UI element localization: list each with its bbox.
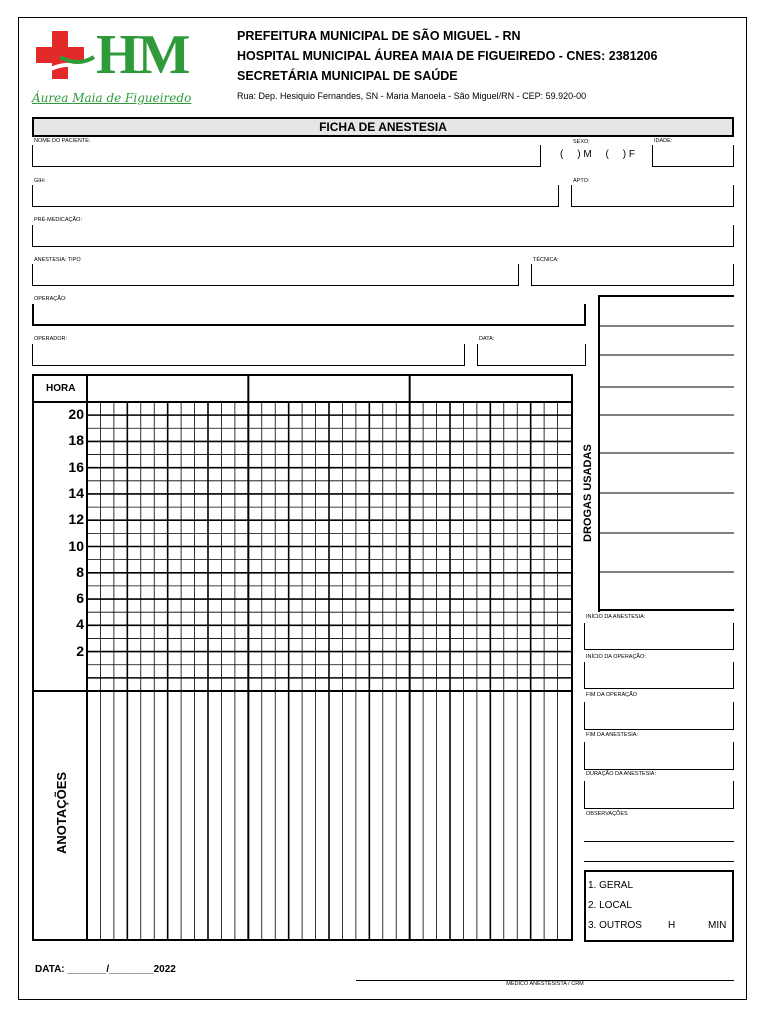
hours-unit: H bbox=[668, 920, 676, 931]
y-tick-label: 2 bbox=[76, 642, 84, 659]
y-tick-label: 18 bbox=[68, 432, 84, 449]
y-tick-label: 12 bbox=[68, 511, 84, 528]
observations-line-1[interactable] bbox=[584, 841, 734, 842]
header-line-2: HOSPITAL MUNICIPAL ÁUREA MAIA DE FIGUEIREDO - CNES: 2381206 bbox=[237, 49, 658, 63]
y-tick-label: 4 bbox=[76, 616, 84, 633]
logo-caption: Áurea Maia de Figueiredo bbox=[32, 91, 192, 105]
y-tick-label: 14 bbox=[68, 484, 84, 501]
technique-label: TÉCNICA: bbox=[533, 257, 559, 263]
header-address: Rua: Dep. Hesiquio Fernandes, SN - Maria Manoela - São Miguel/RN - CEP: 59.920-00 bbox=[237, 91, 587, 101]
start-anesthesia-field[interactable] bbox=[584, 623, 734, 650]
type-local[interactable]: 2. LOCAL bbox=[588, 900, 632, 911]
drugs-box bbox=[598, 295, 734, 612]
hora-label: HORA bbox=[46, 383, 76, 394]
operation-label: OPERAÇÃO: bbox=[34, 296, 67, 302]
operator-field[interactable] bbox=[32, 344, 465, 366]
header-line-1: PREFEITURA MUNICIPAL DE SÃO MIGUEL - RN bbox=[237, 29, 521, 43]
age-field[interactable] bbox=[652, 145, 734, 167]
start-operation-label: INÍCIO DA OPERAÇÃO: bbox=[586, 654, 646, 660]
gih-label: GIH: bbox=[34, 178, 46, 184]
hospital-logo bbox=[30, 24, 192, 109]
anesthesia-type-label: ANESTESIA: TIPO bbox=[34, 257, 81, 263]
type-geral[interactable]: 1. GERAL bbox=[588, 880, 634, 891]
age-label: IDADE: bbox=[654, 138, 673, 144]
premed-field[interactable] bbox=[32, 225, 734, 247]
y-tick-label: 8 bbox=[76, 563, 84, 580]
y-tick-label: 6 bbox=[76, 590, 84, 607]
start-operation-field[interactable] bbox=[584, 662, 734, 689]
end-anesthesia-label: FIM DA ANESTESIA: bbox=[586, 732, 638, 738]
patient-field[interactable] bbox=[32, 145, 541, 167]
operator-label: OPERADOR: bbox=[34, 336, 68, 342]
observations-line-2[interactable] bbox=[584, 861, 734, 862]
minutes-unit: MIN bbox=[708, 920, 727, 931]
signature-label: MÉDICO ANESTESISTA / CRM bbox=[506, 981, 584, 987]
duration-label: DURAÇÃO DA ANESTESIA: bbox=[586, 771, 656, 777]
end-operation-label: FIM DA OPERAÇÃO bbox=[586, 692, 638, 698]
anesthesia-chart bbox=[32, 374, 573, 941]
apto-label: APTO: bbox=[573, 178, 590, 184]
operation-field[interactable] bbox=[32, 304, 586, 326]
duration-field[interactable] bbox=[584, 781, 734, 809]
chart-grid-lines bbox=[34, 376, 571, 939]
footer-date[interactable]: DATA: _______/________2022 bbox=[35, 964, 176, 975]
premed-label: PRÉ-MEDICAÇÃO: bbox=[34, 217, 82, 223]
observations-label: OBSERVAÇÕES bbox=[586, 811, 628, 817]
type-outros[interactable]: 3. OUTROS bbox=[588, 920, 642, 931]
drugs-lines bbox=[600, 297, 734, 612]
y-tick-label: 20 bbox=[68, 406, 84, 423]
patient-label: NOME DO PACIENTE: bbox=[34, 138, 91, 144]
form-title: FICHA DE ANESTESIA bbox=[32, 117, 734, 137]
logo-letters: HM bbox=[96, 24, 189, 86]
gih-field[interactable] bbox=[32, 185, 559, 207]
anesthesia-type-field[interactable] bbox=[32, 264, 519, 286]
end-operation-field[interactable] bbox=[584, 702, 734, 730]
sex-options[interactable]: ( ) M ( ) F bbox=[560, 149, 635, 160]
header-line-3: SECRETÁRIA MUNICIPAL DE SAÚDE bbox=[237, 69, 458, 83]
y-tick-label: 10 bbox=[68, 537, 84, 554]
technique-field[interactable] bbox=[531, 264, 734, 286]
date-label: DATA: bbox=[479, 336, 495, 342]
apto-field[interactable] bbox=[571, 185, 734, 207]
sex-label: SEXO: bbox=[573, 139, 590, 145]
y-tick-label: 16 bbox=[68, 458, 84, 475]
anesthesia-types-box bbox=[584, 870, 734, 942]
drugs-label: DROGAS USADAS bbox=[582, 444, 594, 542]
annotations-label: ANOTAÇÕES bbox=[54, 771, 69, 854]
end-anesthesia-field[interactable] bbox=[584, 742, 734, 770]
start-anesthesia-label: INÍCIO DA ANESTESIA: bbox=[586, 614, 646, 620]
date-field[interactable] bbox=[477, 344, 586, 366]
